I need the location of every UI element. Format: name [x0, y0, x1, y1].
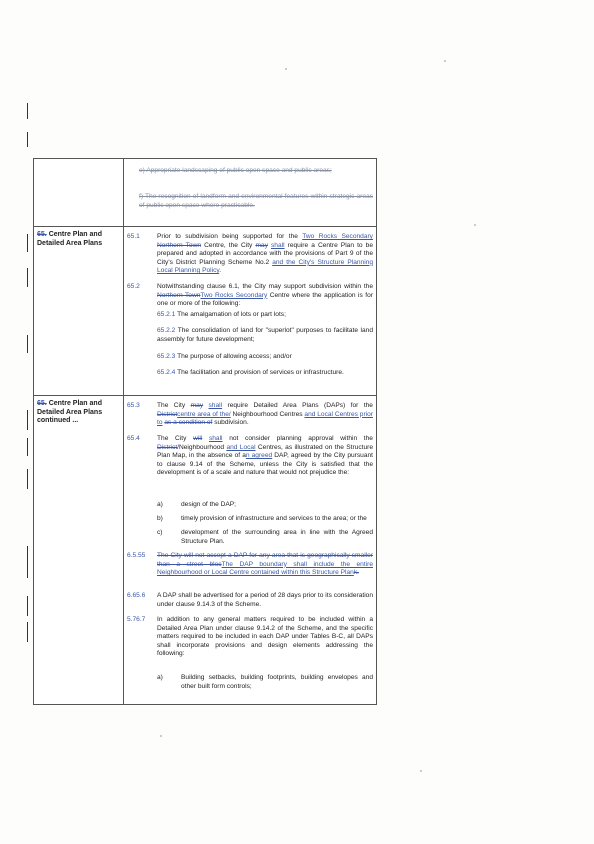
clause-number: 65.4: [127, 435, 140, 442]
clause-text: The City will shall not consider planning approval within the District/Neighbourhood and Local Centres, as illustrated on the Structure Plan Map, in the absence of an agreed DAP, agreed by the City pursuant to clause 9.14 of the Scheme, unless the City is satisfied that the development is of a scale and nature that would not prejudice the:: [157, 435, 373, 477]
change-bar: [27, 335, 28, 353]
row-heading: 65. Centre Plan and Detailed Area Plans: [37, 231, 103, 247]
subclause: 65.2.1 The amalgamation of lots or part lots;: [157, 311, 286, 318]
clause-text: Prior to subdivision being supported for the Two Rocks Secondary Northern Town Centre, the City may shall require a Centre Plan to be prepared and adopted in accordance with the provisions of Part 9 of the City's District Planning Scheme No.2 and the City's Structure Planning Local Planning Policy.: [157, 233, 373, 275]
subclause: 65.2.3 The purpose of allowing access; and/or: [157, 353, 292, 360]
change-bar: [27, 234, 28, 252]
clause-text: Notwithstanding clause 6.1, the City may support subdivision within the Northern TownTwo Rocks Secondary Centre where the application is for one or more of the following:: [157, 283, 373, 308]
subclause: 65.2.2 The consolidation of land for "superlot" purposes to facilitate land assembly for future development;: [157, 327, 374, 343]
policy-table: [33, 158, 377, 705]
item-e: e) Appropriate landscaping of public open space and public areas;: [139, 167, 332, 174]
clause-text: A DAP shall be advertised for a period of 28 days prior to its consideration under clause 9.14.3 of the Scheme.: [157, 592, 373, 608]
clause-number: 6.5.55: [127, 552, 146, 559]
change-bar: [27, 268, 28, 287]
table-row: [34, 159, 376, 226]
clause-text: The City may shall require Detailed Area Plans (DAPs) for the Districtcentre area of the/ Neighbourhood Centres and Local Centres prior to as a condition of subdivision.: [157, 402, 373, 427]
change-bar: [27, 622, 28, 642]
table-row: 65. Centre Plan and Detailed Area Plans continued ... 65.3 The City may shall require Detailed Area Plans (DAPs) for the Districtcentre area of the/ Neighbourhood Centres and Local Centres prior to as a condition of subdivision. 65.4 The City will shall not consider planning approval within the District/Neighbourhood and Local Centres, as illustrated on the Structure Plan Map, in the absence of an agreed DAP, agreed by the City pursuant to clause 9.14 of the Scheme, unless the City is satisfied that the development is of a scale and nature that would not prejudice the: a) design of the DAP; b) timely provision of infrastructure and services to the area; or the c) development of the surrounding area in line with the Agreed Structure Plan. 6.5.55 The City will not accept a DAP for any area that is geographically smaller than a street blocThe DAP boundary shall include the entire Neighbourhood or Local Centre contained within this Structure Plank. 6.65.6 A DAP shall be advertised for a period of 28 days prior to its consideration under clause 9.14.3 of the Scheme. 5.76.7 In addition to any general matters required to be included within a Detailed Area Plan under clause 9.14.2 of the Scheme, and the specific matters required to be included in each DAP under Tables B-C, all DAPs shall incorporate provisions and design elements addressing the following: a) Building setbacks, building footprints, building envelopes and other built form controls;: [34, 395, 376, 704]
clause-text: The City will not accept a DAP for any area that is geographically smaller than a street blocThe DAP boundary shall include the entire Neighbourhood or Local Centre contained within this Structure Plank.: [157, 552, 373, 577]
change-bar: [27, 469, 28, 489]
change-bar: [27, 596, 28, 616]
change-bar: [27, 410, 28, 430]
change-bar: [27, 103, 28, 119]
subclause: 65.2.4 The facilitation and provision of services or infrastructure.: [157, 369, 344, 376]
change-bar: [27, 438, 28, 456]
change-bar: [27, 132, 28, 147]
clause-text: In addition to any general matters required to be included within a Detailed Area Plan under clause 9.14.2 of the Scheme, and the specific matters required to be included in each DAP under Tables B-C, all DAPs shall incorporate provisions and design elements addressing the following:: [157, 616, 373, 658]
change-bar: [27, 546, 28, 578]
clause-number: 65.3: [127, 402, 140, 409]
clause-number: 65.1: [127, 233, 140, 240]
table-row: [34, 226, 376, 395]
clause-number: 6.65.6: [127, 592, 146, 599]
row-heading: 65. Centre Plan and Detailed Area Plans continued ...: [37, 400, 103, 424]
clause-number: 65.2: [127, 283, 140, 290]
item-f: f) The recognition of landform and environmental features within strategic areas of public open space where practicable.: [139, 193, 373, 209]
clause-number: 5.76.7: [127, 616, 146, 623]
